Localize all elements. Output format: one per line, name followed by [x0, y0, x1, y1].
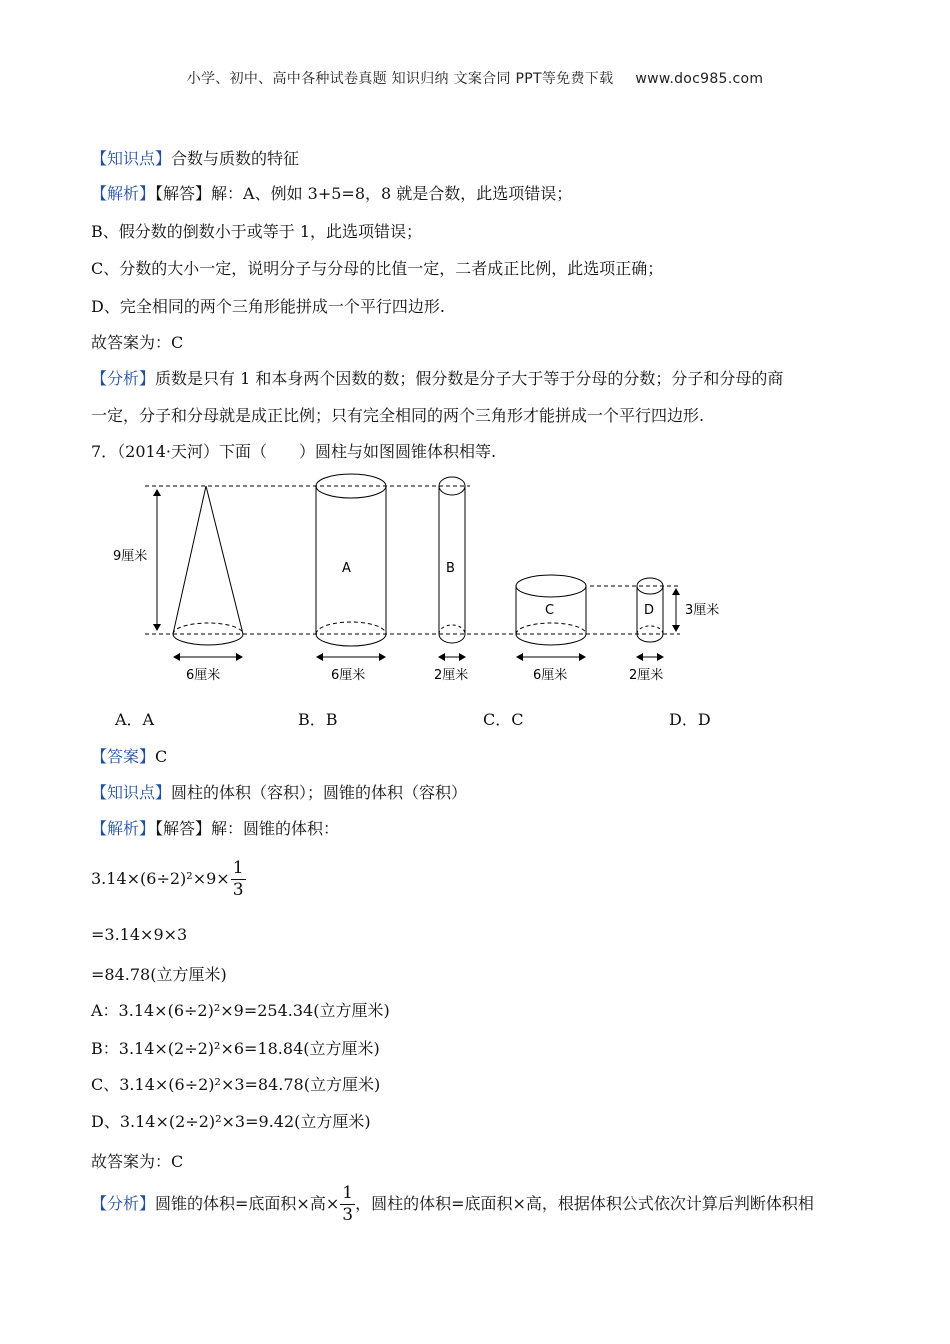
cylinder-d-base-back: [637, 626, 663, 634]
cylinder-d-base-front: [637, 634, 663, 642]
q6-fenxi-line-2: 一定，分子和分母就是成正比例；只有完全相同的两个三角形才能拼成一个平行四边形.: [91, 406, 705, 425]
cylinder-d-label: D: [644, 603, 655, 618]
calc-d: D、3.14×(2÷2)²×3=9.42(立方厘米): [91, 1112, 371, 1131]
fraction-one-third-2: [340, 1185, 355, 1224]
cylinder-c-base-front: [516, 634, 586, 645]
calc-a: A：3.14×(6÷2)²×9=254.34(立方厘米): [91, 1001, 390, 1020]
cylinder-a-base-label: 6厘米: [331, 668, 366, 683]
q6-option-d-explain: D、完全相同的两个三角形能拼成一个平行四边形.: [91, 297, 445, 316]
calc-c: C、3.14×(6÷2)²×3=84.78(立方厘米): [91, 1075, 381, 1094]
frac-num-2: 1: [342, 1183, 354, 1203]
cone-base-label: 6厘米: [186, 668, 221, 683]
calc-cone-text: 3.14×(6÷2)²×9×: [91, 869, 230, 888]
cylinder-c-base-back: [516, 623, 586, 634]
fenxi-post: ，圆柱的体积=底面积×高，根据体积公式依次计算后判断体积相: [355, 1194, 814, 1213]
q7-figure: [0, 470, 950, 690]
q7-answer-line: [91, 744, 167, 767]
calc-step-3: =84.78(立方厘米): [91, 965, 227, 984]
frac-num: 1: [232, 858, 244, 878]
cylinder-b-base-label: 2厘米: [434, 668, 469, 683]
cylinder-c-base-label: 6厘米: [533, 668, 568, 683]
option-d: D．D: [669, 710, 711, 729]
fenxi-tag: 【分析】: [91, 369, 156, 388]
option-b: B．B: [298, 710, 338, 729]
frac-den-2: 3: [342, 1205, 354, 1225]
analysis-lead-q7: 【解答】解：圆锥的体积：: [155, 819, 340, 838]
fraction-one-third: [231, 860, 246, 899]
cone-height-label: 9厘米: [113, 549, 148, 564]
fenxi-text-1: 质数是只有 1 和本身两个因数的数；假分数是分子大于等于分母的分数；分子和分母的商: [155, 369, 784, 388]
cylinder-d-base-label: 2厘米: [629, 668, 664, 683]
answer-tag: 【答案】: [91, 747, 156, 766]
q6-fenxi-line-1: [91, 366, 783, 389]
cone-base-front: [173, 634, 243, 645]
option-a: A．A: [115, 710, 155, 729]
q6-option-b-explain: B、假分数的倒数小于或等于 1，此选项错误；: [91, 222, 423, 241]
knowledge-tag-q7: 【知识点】: [91, 783, 172, 802]
knowledge-text: 合数与质数的特征: [171, 149, 300, 168]
q7-title: 7．（2014·天河）下面（ ）圆柱与如图圆锥体积相等.: [91, 442, 497, 461]
q6-option-c-explain: C、分数的大小一定，说明分子与分母的比值一定，二者成正比例，此选项正确；: [91, 259, 664, 278]
d-height-label: 3厘米: [685, 603, 720, 618]
cylinder-b-base-front: [439, 634, 465, 643]
analysis-lead: 【解答】解：A、例如 3+5=8，8 就是合数，此选项错误；: [155, 184, 573, 203]
cylinder-c-label: C: [545, 603, 555, 618]
cylinder-a-base-front: [316, 634, 386, 646]
q7-answer-summary: 故答案为：C: [91, 1152, 184, 1171]
option-c: C．C: [483, 710, 524, 729]
analysis-tag: 【解析】: [91, 184, 156, 203]
header-text: 小学、初中、高中各种试卷真题 知识归纳 文案合同 PPT等免费下载: [186, 71, 614, 87]
q6-analysis-line: [91, 181, 572, 204]
knowledge-tag: 【知识点】: [91, 149, 172, 168]
answer-value: C: [155, 747, 168, 766]
header-site: www.doc985.com: [635, 71, 764, 87]
fenxi-tag-q7: 【分析】: [91, 1194, 156, 1213]
cone-outline: [173, 486, 243, 634]
knowledge-text-q7: 圆柱的体积（容积）；圆锥的体积（容积）: [171, 783, 468, 802]
cone-base-back: [173, 623, 243, 634]
calc-step-2: =3.14×9×3: [91, 925, 188, 944]
page-header: [0, 68, 950, 88]
cylinder-b-base-back: [439, 625, 465, 634]
cylinder-a-label: A: [342, 561, 351, 576]
q6-knowledge-line: [91, 146, 299, 169]
cylinder-a-base-back: [316, 622, 386, 634]
q6-answer-line: 故答案为：C: [91, 333, 184, 352]
q7-knowledge-line: [91, 780, 467, 803]
q7-analysis-line: [91, 816, 339, 839]
fenxi-pre: 圆锥的体积=底面积×高×: [155, 1194, 340, 1213]
cylinder-c-top: [516, 575, 586, 597]
cylinder-b-label: B: [446, 561, 455, 576]
analysis-tag-q7: 【解析】: [91, 819, 156, 838]
calc-cone-volume: [91, 860, 246, 899]
calc-b: B：3.14×(2÷2)²×6=18.84(立方厘米): [91, 1039, 380, 1058]
q7-fenxi-line: [91, 1185, 814, 1224]
frac-den: 3: [232, 880, 244, 900]
